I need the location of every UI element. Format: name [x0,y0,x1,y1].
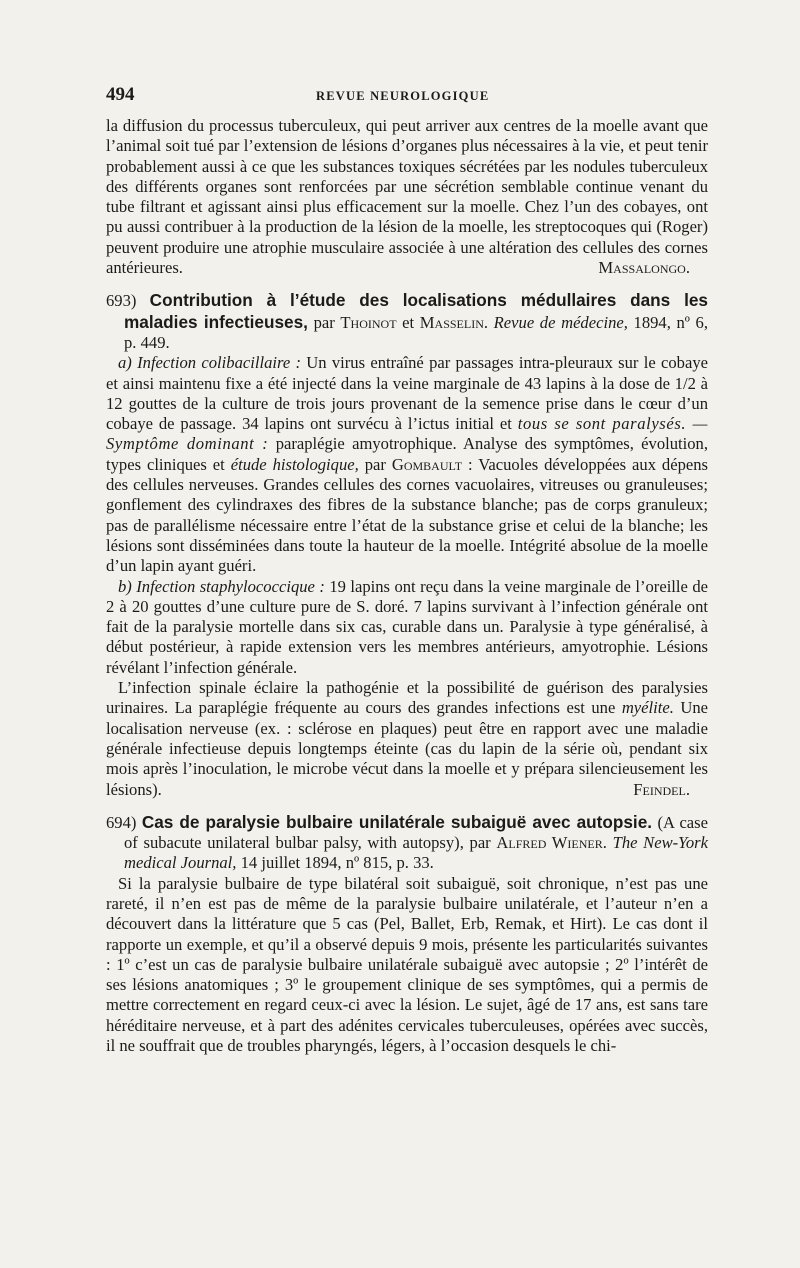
entry-693-para-a [106,353,708,576]
para-a-text2: paraplégie amyotrophique. Analyse des symptômes, évolution, types cliniques et [106,434,708,474]
entry-693-title: Contribution à l’étude des localisations médullaires dans les maladies infectieuses, [124,290,708,332]
entry-693 [106,290,708,799]
entry-693-heading [106,290,708,353]
entry-694-number: 694) [106,812,137,832]
para-c-text2: Une localisation nerveuse (ex. : sclérose en plaques) peut être en rapport avec une maladie générale infectieuse depuis longtemps éteinte (cas du lapin de la série où, pendant six mois après l’inoculation, le microbe vécut dans la moelle et y prépara silencieusement les lésions). [106,698,709,799]
entry-693-para-b [106,577,708,678]
entry-693-signature: Feindel. [633,779,690,799]
running-title: REVUE NEUROLOGIQUE [316,89,490,103]
entry-693-author2: Masselin. [419,312,489,332]
entry-694-author: Alfred Wiener. [496,833,607,853]
para-a-text3: : Vacuoles développées aux dépens des cellules nerveuses. Grandes cellules des cornes vacuolaires, vitreuses ou granuleuses; gonflement des cylindraxes des fibres de la substance blanche; pas de corps granuleux; pas de parallélisme nécessaire entre l’état de la substance grise et celui de la blanche; les lésions sont disséminées dans toute la hauteur de la moelle. Intégrité absolue de la moelle d’un lapin ayant guéri. [106,454,708,576]
para-c-italic: myélite. [621,698,674,718]
para-b-label: b) [118,576,132,596]
entry-693-author1: Thoinot [340,312,397,332]
para-a-title: Infection colibacillaire : [137,353,301,373]
entry-694-subtitle: (A case of subacute unilateral bulbar palsy, with autopsy), par [124,812,708,853]
page-number: 494 [106,84,135,105]
entry-694-title: Cas de paralysie bulbaire unilatérale subaiguë avec autopsie. [141,811,653,832]
intro-signature: Massalongo. [598,258,690,278]
entry-693-and: et [402,312,415,332]
para-c-text1: L’infection spinale éclaire la pathogénie et la possibilité de guérison des paralysies urinaires. La paraplégie fréquente au cours des grandes infections est une [106,678,708,718]
para-a-par: par [364,454,386,474]
entry-693-by: par [313,312,335,332]
para-a-italic1: tous se sont paralysés. — Symptôme dominant : [106,414,708,454]
para-b-title: Infection staphylococcique : [136,576,325,596]
para-a-text1: Un virus entraîné par passages intra-pleuraux sur le cobaye et ainsi maintenu fixe a été injecté dans la veine marginale de 43 lapins à la dose de 1/2 à 12 gouttes de la culture de trois jours provenant de la semence prise dans le cœur d’un cobaye de passage. 34 lapins ont survécu à l’ictus initial et [106,353,708,434]
entry-694-body: Si la paralysie bulbaire de type bilatéral soit subaiguë, soit chronique, n’est pas une rareté, il n’en est pas de même de la paralysie bulbaire unilatérale, et l’auteur n’en a découvert dans la littérature que 5 cas (Pel, Ballet, Erb, Remak, et Hirt). Le cas dont il rapporte un exemple, et qu’il a observé depuis 9 mois, présente les particularités suivantes : 1º c’est un cas de paralysie bulbaire unilatérale subaiguë avec autopsie ; 2º l’intérêt de ses lésions anatomiques ; 3º le groupement clinique de ses symptômes, qui a permis de mettre correctement en regard ceux-ci avec la lésion. Le sujet, âgé de 17 ans, est sans tare héréditaire nerveuse, et à part des adénites cervicales tuberculeuses, opérées avec succès, il ne souffrait que de troubles pharyngés, légers, à l’occasion desquels le chi- [106,873,708,1056]
intro-paragraph [106,116,708,278]
entry-693-para-c [106,678,708,800]
intro-text: la diffusion du processus tuberculeux, qui peut arriver aux centres de la moelle avant que l’animal soit tué par l’extension de lésions d’organes plus nécessaires à la vie, et peut tenir probablement aussi à ce que les substances toxiques sécrétées par les nodules tuberculeux des différents organes sont renforcées par une sécrétion semblable continue venant du tube filtrant et agissant ainsi plus efficacement sur la moelle. Chez l’un des cobayes, ont pu aussi contribuer à la production de la lésion de la moelle, les streptocoques qui (Roger) peuvent produire une atrophie musculaire associée à une altération des cellules des cornes antérieures. [106,116,708,278]
page-header [106,84,708,110]
para-b-text: 19 lapins ont reçu dans la veine marginale de l’oreille de 2 à 20 gouttes d’une culture pure de S. doré. 7 lapins survivant à l’infection générale ont fait de la paralysie mortelle dans six cas, curable dans un. Paralysie à type généralisé, à début postérieur, à rapide extension vers les membres antérieurs, amyotrophie. Lésions révélant l’infection générale. [106,576,708,677]
para-a-author: Gombault [391,454,463,474]
entry-694-heading [106,812,708,874]
entry-694-citation: 14 juillet 1894, nº 815, p. 33. [240,853,434,873]
entry-694-journal: The New-York medical Journal, [124,833,709,873]
para-a-italic2: étude histologique, [230,454,359,474]
entry-693-citation: 1894, nº 6, p. 449. [124,312,708,352]
para-a-label: a) [118,353,132,373]
entry-693-journal: Revue de médecine, [493,312,628,332]
page-body [106,116,708,1056]
entry-694 [106,812,708,1057]
entry-693-number: 693) [106,291,137,311]
